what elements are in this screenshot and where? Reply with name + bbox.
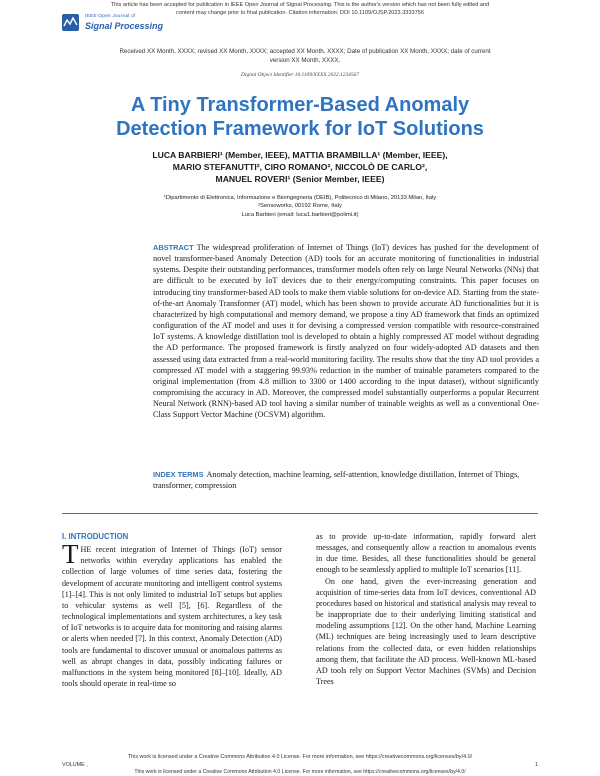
journal-logo-icon	[62, 14, 79, 31]
intro-paragraph-1-text: HE recent integration of Internet of Things (IoT) sensor networks within everyday applications has enabled the collection of large volumes of time series data, fostering the development of accurate monitoring and intelligent control systems [1]–[4]. This is not only limited to industrial IoT setups but applies to vehicular systems as well [5], [6]. Regardless of the technological implementations and system architectures, a key task of IoT networks is to acquire data for monitoring and raising alarms or alerts when needed [7]. In this context, Anomaly Detection (AD) tools are fundamental to discover unusual or anomalous patterns as well as abrupt changes in data, possibly indicating failures or malfunctions in the system being monitored [8]–[10]. Ideally, AD tools should operate in real-time so	[62, 545, 282, 689]
paper-title-line-1: A Tiny Transformer-Based Anomaly	[130, 94, 470, 116]
section-heading-introduction: I. INTRODUCTION	[62, 532, 129, 541]
abstract-text: The widespread proliferation of Internet of Things (IoT) devices has pushed for the development of novel transformer-based Anomaly Detection (AD) tools for an accurate monitoring of functionalities in industrial systems. Despite their outstanding performances, transformer models often rely on large Neural Networks (NNs) that are difficult to be executed by IoT devices due to their energy/computing constraints. This paper focuses on introducing tiny transformer-based AD tools to make them viable solutions for on-device AD. Starting from the state-of-the-art Anomaly Transformer (AT) model, which has been shown to provide accurate AD functionalities but it is characterized by high computational and memory demand, we propose a tiny AD framework that finds an optimized configuration of the AT model and uses it for devising a compressed version compatible with resource-constrained IoT systems. A knowledge distillation tool is developed to obtain a highly compressed AT model without degrading the AD performance. The proposed framework is firstly analyzed on four widely-adopted AD datasets and then assessed using data extracted from a real-world monitoring facility. The results show that the tiny AD tool provides a compressed AT model with a staggering 99.93% reduction in the number of trainable parameters compared to the original implementation (from 4.8 million to 3300 or 1400 according to the input dataset), without significantly compromising the accuracy in AD. Moreover, the compressed model substantially outperforms a popular Recurrent Neural Network (RNN)-based AD tool having a similar number of trainable weights as well as a conventional One-Class Support Vector Machine (OCSVM) algorithm.	[153, 243, 539, 420]
intro-paragraph-1	[62, 539, 282, 689]
license-note: This work is licensed under a Creative Commons Attribution 4.0 License. For more information, see https://creativecommons.org/licenses/by/4.0/	[127, 754, 473, 760]
abstract-label: ABSTRACT	[153, 243, 194, 252]
journal-logo	[62, 11, 212, 37]
doi-line: Digital Object Identifier 10.1109/XXXX.2022.1234567	[241, 72, 359, 78]
license-footer: This work is licensed under a Creative Commons Attribution 4.0 License. For more information, see https://creativecommons.org/licenses/by/4.0/	[134, 769, 466, 775]
paper-title	[0, 93, 600, 141]
intro-paragraph-1-continued: as to provide up-to-date information, rapidly forward alert messages, and consequently allow a reaction to anomalous events in due time. Besides, all these functionalities should be general enough to be seamlessly applied to multiple IoT scenarios [11].	[316, 532, 536, 575]
journal-logo-small-text: IEEE Open Journal of	[85, 14, 136, 19]
intro-paragraph-2: On one hand, given the ever-increasing generation and acquisition of time-series data from IoT devices, conventional AD procedures based on historical and statistical analysis may reveal to be inappropriate due to their underlying limiting statistical and modeling assumptions [12]. On the other hand, Machine Learning (ML) techniques are being increasingly used to learn descriptive relations from the collected data, or even hidden relationships among them, that facilitate the AD process. Well-known ML-based AD tools rely on Support Vector Machines (SVMs) and Decision Trees	[316, 576, 536, 687]
abstract	[153, 242, 539, 421]
section-divider	[62, 513, 538, 514]
affiliation-1: ¹Dipartimento di Elettronica, Informazione e Bioingegneria (DEIB), Politecnico di Milano, 20133 Milan, Italy	[163, 195, 437, 201]
index-terms-label: INDEX TERMS	[153, 470, 204, 479]
affiliation-2: ²Sensoworks, 00192 Rome, Italy	[258, 203, 342, 209]
banner-line-1: This article has been accepted for publication in IEEE Open Journal of Signal Processing. This is the author's version which has not been fully edited and	[110, 2, 490, 8]
footer-volume: VOLUME ,	[62, 762, 88, 768]
corresponding-author: Luca Barbieri (email: luca1.barbieri@polimi.it)	[241, 212, 359, 218]
footer-page-number: 1	[535, 762, 538, 768]
affiliations	[60, 194, 540, 210]
author-line-2: MARIO STEFANUTTI², CIRO ROMANO², NICCOLÒ DE CARLO²,	[172, 162, 428, 172]
index-terms-text: Anomaly detection, machine learning, self-attention, knowledge distillation, Internet of Things, transformer, compression	[153, 470, 520, 491]
author-list	[60, 149, 540, 185]
paper-title-line-2: Detection Framework for IoT Solutions	[116, 118, 484, 140]
body-column-left	[62, 531, 282, 689]
author-line-3: MANUEL ROVERI¹ (Senior Member, IEEE)	[215, 174, 385, 184]
drop-cap: T	[62, 539, 79, 570]
author-line-1: LUCA BARBIERI¹ (Member, IEEE), MATTIA BRAMBILLA¹ (Member, IEEE),	[152, 150, 448, 160]
index-terms	[153, 469, 539, 491]
journal-logo-big-text: Signal Processing	[85, 21, 164, 31]
body-column-right	[316, 531, 536, 687]
article-dates: Received XX Month, XXXX; revised XX Month, XXXX; accepted XX Month, XXXX; Date of publication XX Month, XXXX; date of current version XX Month, XXXX.	[119, 48, 491, 64]
banner-line-2: content may change prior to final publication. Citation information: DOI 10.1109/OJSP.2023.3333756	[176, 10, 424, 17]
